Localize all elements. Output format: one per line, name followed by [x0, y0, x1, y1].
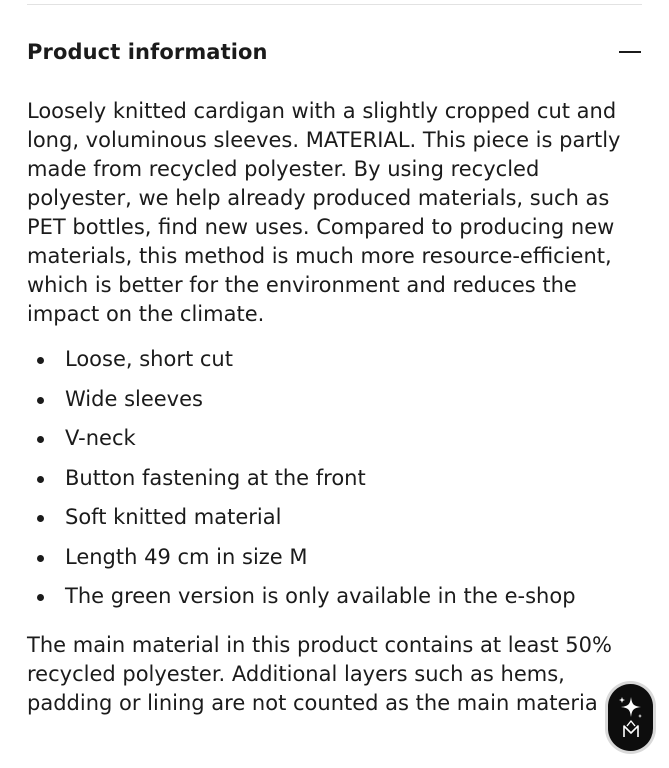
list-item: Button fastening at the front	[27, 464, 649, 493]
top-divider	[27, 4, 642, 5]
list-item: Loose, short cut	[27, 345, 649, 374]
assistant-button[interactable]	[608, 684, 653, 751]
feature-list	[27, 345, 649, 611]
list-item: Soft knitted material	[27, 503, 649, 532]
list-item: V-neck	[27, 424, 649, 453]
list-item: Wide sleeves	[27, 385, 649, 414]
sparkle-logo-icon	[615, 693, 647, 743]
material-note: The main material in this product contains at least 50% recycled polyester. Additional layers such as hems, padding or lining are not counted as the main materia	[27, 633, 612, 715]
product-information-header[interactable]	[27, 34, 642, 70]
section-title: Product information	[27, 40, 268, 64]
minus-icon[interactable]	[618, 40, 642, 64]
list-item: The green version is only available in the e-shop	[27, 582, 649, 611]
product-description: Loosely knitted cardigan with a slightly cropped cut and long, voluminous sleeves. MATERIAL. This piece is partly made from recycled polyester. By using recycled polyester, we help already produced materials, such as PET bottles, find new uses. Compared to producing new materials, this method is much more resource-efficient, which is better for the environment and reduces the impact on the climate.	[27, 99, 621, 326]
product-information-content	[27, 97, 649, 718]
list-item: Length 49 cm in size M	[27, 543, 649, 572]
